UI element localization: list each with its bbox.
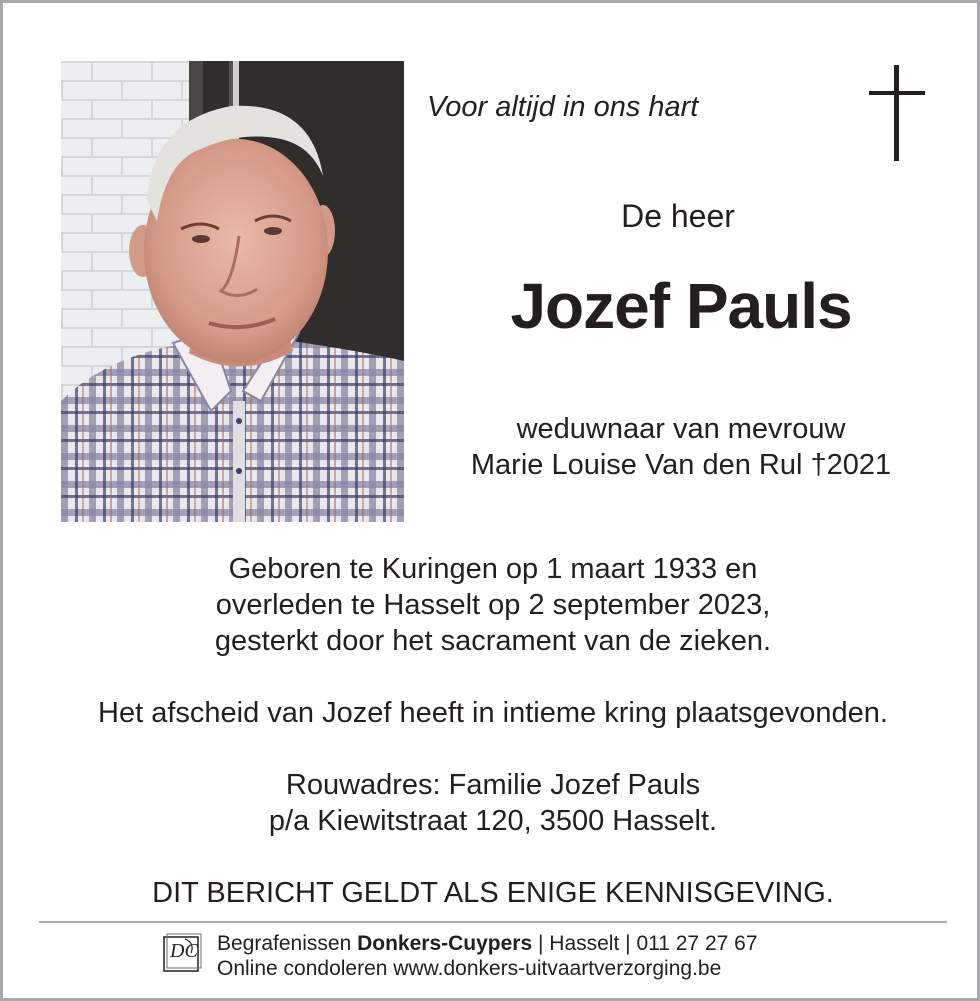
- cross-icon: [869, 65, 925, 161]
- company-name: Donkers-Cuypers: [357, 932, 533, 955]
- spouse-block: [423, 411, 939, 483]
- spouse-name: Marie Louise Van den Rul †2021: [470, 449, 892, 481]
- closing-statement: DIT BERICHT GELDT ALS ENIGE KENNISGEVING.: [152, 877, 834, 909]
- footer-text: [217, 931, 758, 981]
- notice-body: [3, 551, 980, 911]
- logo-letters: DC: [170, 940, 198, 962]
- deceased-name: Jozef Pauls: [510, 270, 852, 342]
- company-phone[interactable]: 011 27 27 67: [636, 932, 758, 955]
- address-street: p/a Kiewitstraat 120, 3500 Hasselt.: [268, 805, 718, 837]
- spouse-line: weduwnaar van mevrouw: [516, 413, 846, 445]
- divider: [39, 921, 947, 923]
- address-line: Rouwadres: Familie Jozef Pauls: [285, 769, 701, 801]
- portrait-photo: [61, 61, 404, 522]
- salutation: De heer: [621, 198, 735, 234]
- death-line: overleden te Hasselt op 2 september 2023,: [215, 589, 771, 621]
- footer-company-line: Begrafenissen Donkers-Cuypers | Hasselt | 011 27 27 67: [217, 932, 758, 955]
- footer-condolence-line: Online condoleren www.donkers-uitvaartverzorging.be: [217, 957, 722, 980]
- birth-line: Geboren te Kuringen op 1 maart 1933 en: [228, 553, 758, 585]
- funeral-home-logo-icon: [161, 933, 203, 975]
- motto: Voor altijd in ons hart: [427, 91, 699, 123]
- farewell-text: Het afscheid van Jozef heeft in intieme kring plaatsgevonden.: [98, 697, 888, 729]
- website-link[interactable]: www.donkers-uitvaartverzorging.be: [393, 957, 722, 980]
- company-city: Hasselt: [549, 932, 620, 955]
- sacrament-line: gesterkt door het sacrament van de zieken.: [214, 625, 772, 657]
- footer: [161, 931, 861, 981]
